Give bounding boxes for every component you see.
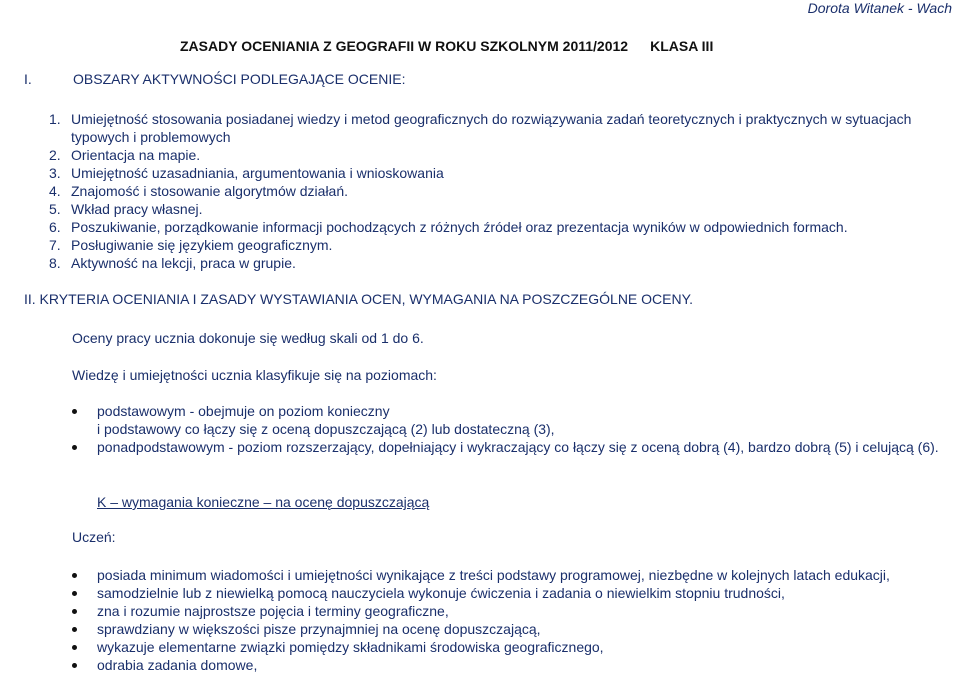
title-text: ZASADY OCENIANIA Z GEOGRAFII W ROKU SZKOLNYM 2011/2012 (180, 38, 629, 54)
list-item: sprawdziany w większości pisze przynajmniej na ocenę dopuszczającą, (72, 620, 960, 638)
grading-scale-text: Oceny pracy ucznia dokonuje się według skali od 1 do 6. (72, 330, 424, 346)
bullet-icon (72, 445, 77, 450)
list-item: samodzielnie lub z niewielką pomocą nauczyciela wykonuje ćwiczenia i zadania o niewielkim stopniu trudności, (72, 584, 960, 602)
activity-areas-list (49, 110, 949, 272)
list-item: 4. Znajomość i stosowanie algorytmów działań. (49, 183, 349, 199)
class-label: KLASA III (650, 38, 714, 54)
list-item: 1. Umiejętność stosowania posiadanej wiedzy i metod geograficznych do rozwiązywania zadań teoretycznych i praktycznych w sytuacjach typowych i problemowych (49, 111, 912, 145)
student-label: Uczeń: (72, 529, 116, 545)
bullet-icon (72, 645, 77, 650)
list-item: 3. Umiejętność uzasadniania, argumentowania i wnioskowania (49, 165, 444, 181)
requirements-list (72, 566, 960, 674)
bullet-icon (72, 573, 77, 578)
bullet-icon (72, 627, 77, 632)
list-item: i podstawowy co łączy się z oceną dopuszczającą (2) lub dostateczną (3), (97, 421, 555, 437)
document-title (180, 38, 713, 54)
bullet-icon (72, 591, 77, 596)
section1-title: OBSZARY AKTYWNOŚCI PODLEGAJĄCE OCENIE: (73, 71, 406, 87)
list-item: wykazuje elementarne związki pomiędzy składnikami środowiska geograficznego, (72, 638, 960, 656)
levels-list (72, 402, 960, 456)
section1-numeral: I. (24, 71, 32, 87)
list-item: 5. Wkład pracy własnej. (49, 201, 203, 217)
list-item: 2. Orientacja na mapie. (49, 147, 201, 163)
list-item: posiada minimum wiadomości i umiejętności wynikające z treści podstawy programowej, niezbędne w kolejnych latach edukacji, (72, 566, 960, 584)
section1-heading (24, 71, 405, 87)
author-name: Dorota Witanek - Wach (807, 0, 952, 16)
list-item: ponadpodstawowym - poziom rozszerzający, dopełniający i wykraczający co łączy się z oceną dobrą (4), bardzo dobrą (5) i celującą (6). (72, 438, 960, 456)
list-item: zna i rozumie najprostsze pojęcia i terminy geograficzne, (72, 602, 960, 620)
list-item: 6. Poszukiwanie, porządkowanie informacji pochodzących z różnych źródeł oraz prezentacja wyników w odpowiednich formach. (49, 219, 848, 235)
list-item: 8. Aktywność na lekcji, praca w grupie. (49, 255, 296, 271)
list-item: odrabia zadania domowe, (72, 656, 960, 674)
list-item: 7. Posługiwanie się językiem geograficznym. (49, 237, 333, 253)
list-item: podstawowym - obejmuje on poziom konieczny (72, 402, 960, 420)
bullet-icon (72, 609, 77, 614)
levels-intro-text: Wiedzę i umiejętności ucznia klasyfikuje się na poziomach: (72, 367, 437, 383)
bullet-icon (72, 663, 77, 668)
bullet-icon (72, 409, 77, 414)
section2-heading: II. KRYTERIA OCENIANIA I ZASADY WYSTAWIANIA OCEN, WYMAGANIA NA POSZCZEGÓLNE OCENY. (24, 291, 694, 307)
requirements-heading: K – wymagania konieczne – na ocenę dopuszczającą (97, 494, 430, 510)
